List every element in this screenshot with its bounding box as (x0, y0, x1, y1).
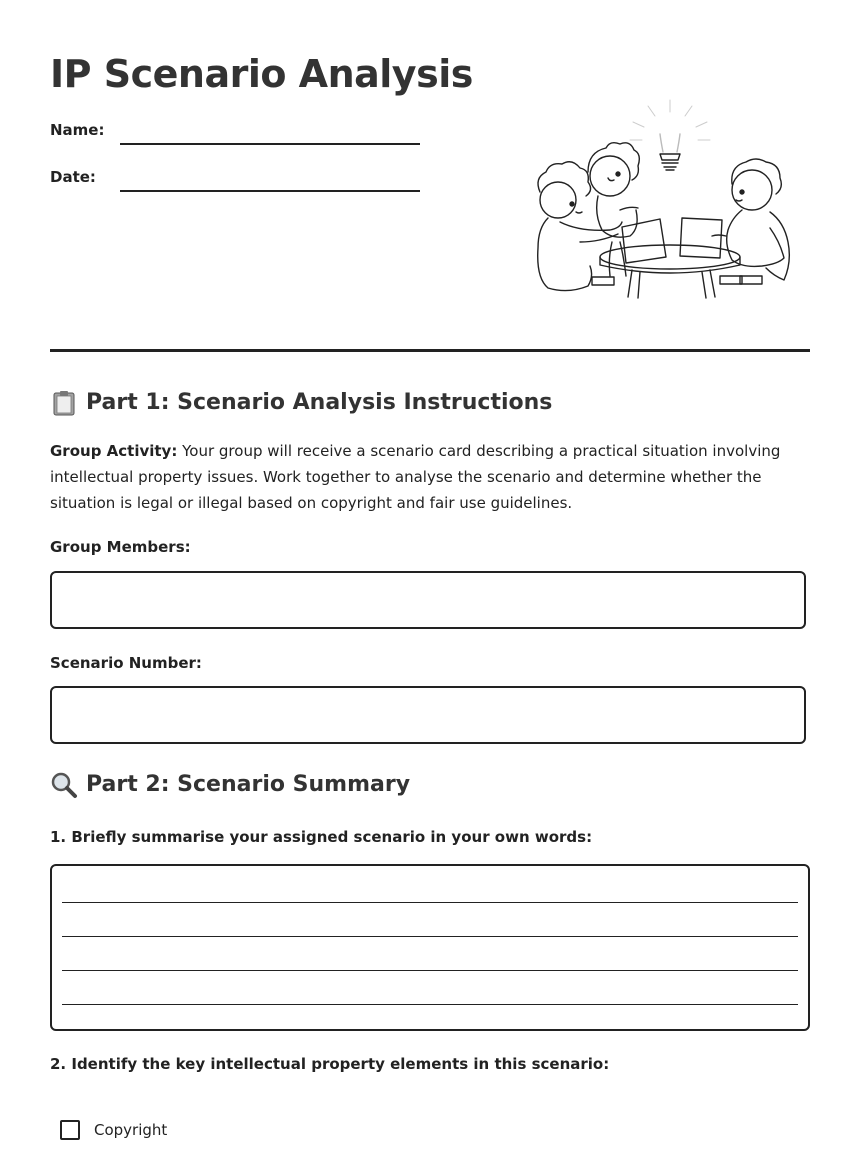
writing-line (62, 902, 798, 903)
writing-line (62, 970, 798, 971)
scenario-number-input[interactable] (50, 686, 806, 744)
question-2: 2. Identify the key intellectual property elements in this scenario: (50, 1055, 610, 1073)
clipboard-icon (50, 389, 78, 417)
copyright-checkbox[interactable] (60, 1120, 80, 1140)
date-field[interactable] (120, 190, 420, 192)
part1-heading-text: Part 1: Scenario Analysis Instructions (86, 390, 553, 415)
question-1: 1. Briefly summarise your assigned scenario in your own words: (50, 828, 593, 846)
part1-heading (50, 388, 552, 418)
writing-line (62, 936, 798, 937)
group-members-input[interactable] (50, 571, 806, 629)
part2-heading-text: Part 2: Scenario Summary (86, 772, 411, 797)
name-field[interactable] (120, 143, 420, 145)
scenario-number-label: Scenario Number: (50, 654, 202, 672)
page-title: IP Scenario Analysis (50, 52, 473, 96)
writing-line (62, 1004, 798, 1005)
summary-writing-area[interactable] (50, 864, 810, 1031)
group-members-label: Group Members: (50, 538, 191, 556)
children-working-together-illustration (520, 92, 800, 306)
instructions-lead: Group Activity: (50, 442, 178, 460)
name-label: Name: (50, 121, 105, 139)
copyright-label: Copyright (94, 1121, 168, 1139)
copyright-option[interactable] (60, 1120, 167, 1140)
instructions-text: Your group will receive a scenario card describing a practical situation involving intellectual property issues. Work together to analyse the scenario and determine whether the situation is legal or illegal based on copyright and fair use guidelines. (50, 442, 781, 512)
section-divider (50, 349, 810, 352)
magnifying-glass-icon (50, 771, 78, 799)
instructions-paragraph (50, 438, 815, 516)
part2-heading (50, 770, 410, 800)
date-label: Date: (50, 168, 96, 186)
